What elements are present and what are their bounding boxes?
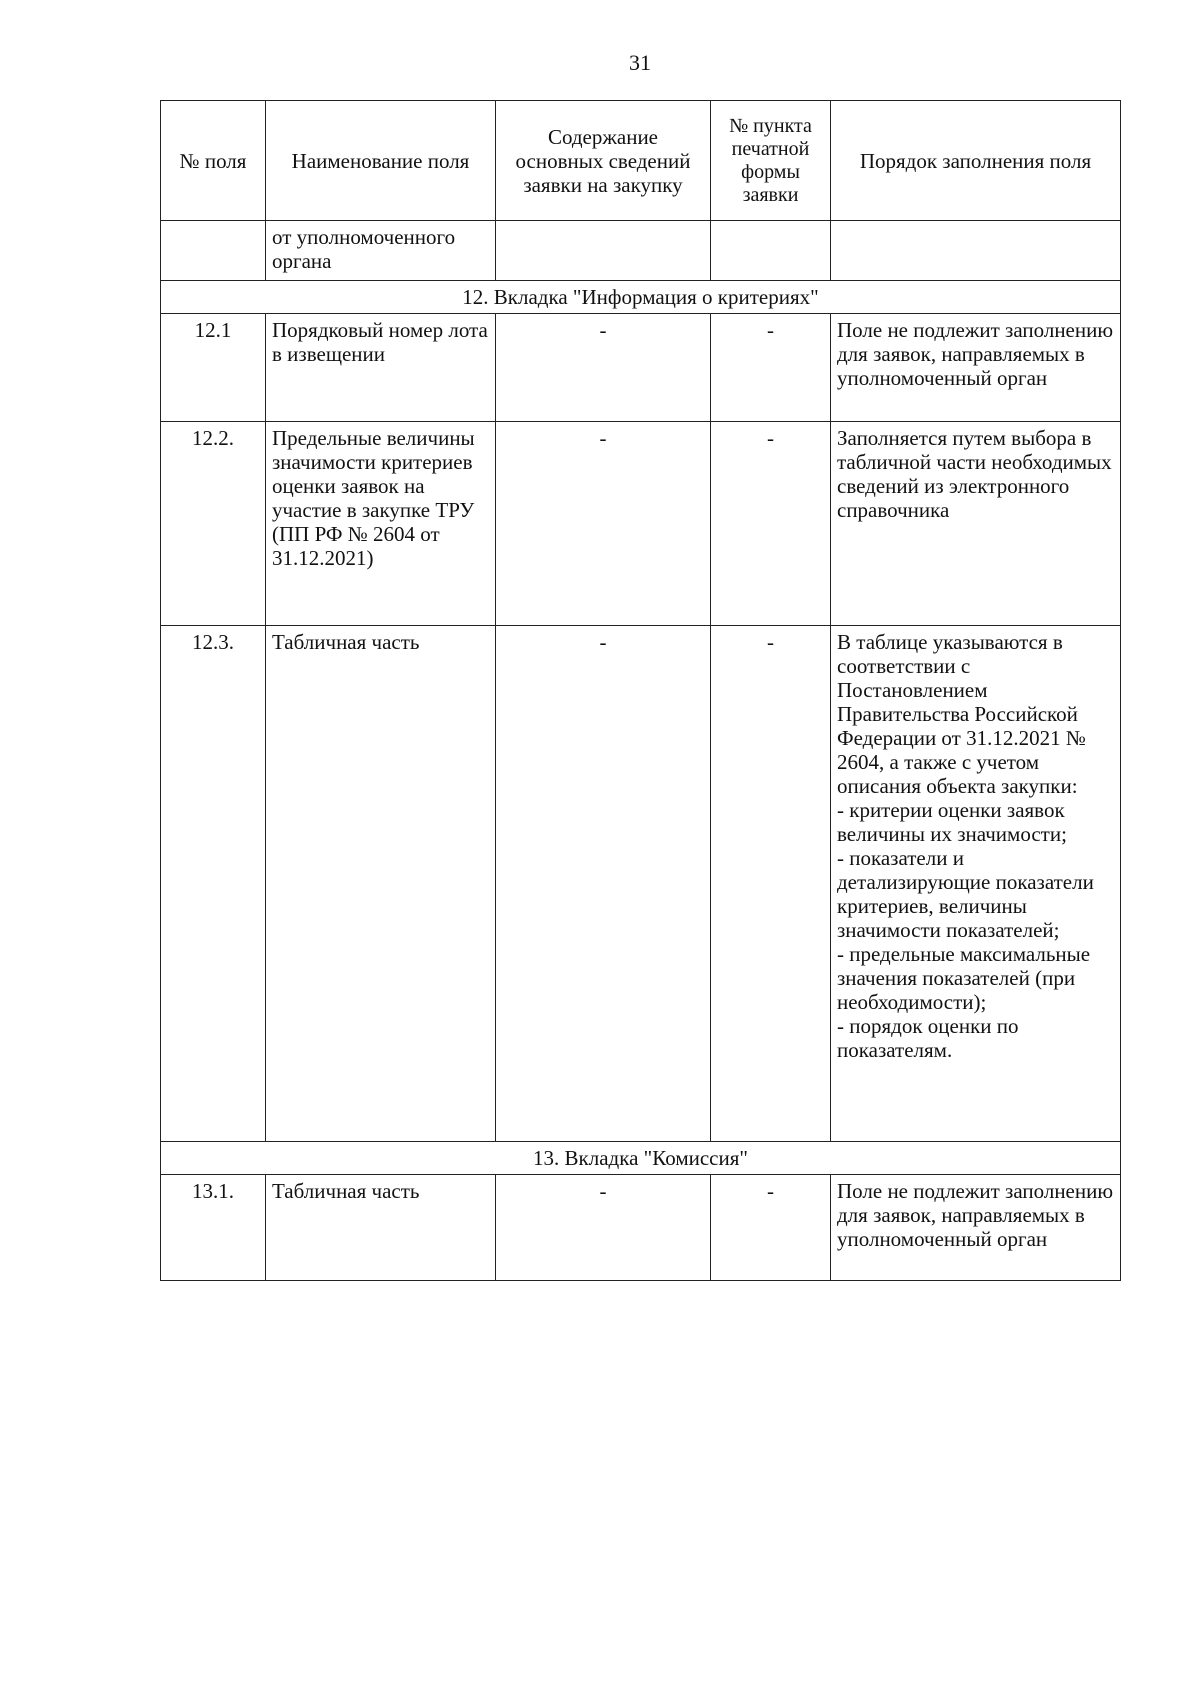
table-row <box>161 221 1121 281</box>
section-header-row <box>161 281 1121 314</box>
header-content: Содержание основных сведений заявки на закупку <box>496 101 711 221</box>
fill-order-intro: В таблице указываются в соответствии с Постановлением Правительства Российской Федерации от 31.12.2021 № 2604, а также с учетом описания объекта закупки: <box>837 630 1086 798</box>
field-content: - <box>496 422 711 626</box>
field-number: 12.1 <box>161 314 266 422</box>
header-print-item: № пункта печатной формы заявки <box>711 101 831 221</box>
section-title: 12. Вкладка "Информация о критериях" <box>161 281 1121 314</box>
field-name: Предельные величины значимости критериев оценки заявок на участие в закупке ТРУ (ПП РФ № 2604 от 31.12.2021) <box>266 422 496 626</box>
field-number: 12.3. <box>161 626 266 1142</box>
field-fill-order: Поле не подлежит заполнению для заявок, направляемых в уполномоченный орган <box>831 1175 1121 1281</box>
table-row <box>161 422 1121 626</box>
fill-order-item: - порядок оценки по показателям. <box>837 1014 1019 1062</box>
field-content: - <box>496 1175 711 1281</box>
fill-order-item: - показатели и детализирующие показатели критериев, величины значимости показателей; <box>837 846 1094 942</box>
field-fill-order <box>831 626 1121 1142</box>
header-field-number: № поля <box>161 101 266 221</box>
table-row <box>161 626 1121 1142</box>
table-header-row <box>161 101 1121 221</box>
field-print-item: - <box>711 314 831 422</box>
fill-order-item: - критерии оценки заявок величины их значимости; <box>837 798 1067 846</box>
field-print-item: - <box>711 422 831 626</box>
field-name: от уполномоченного органа <box>266 221 496 281</box>
section-title: 13. Вкладка "Комиссия" <box>161 1142 1121 1175</box>
fields-table <box>160 100 1121 1281</box>
header-fill-order: Порядок заполнения поля <box>831 101 1121 221</box>
section-header-row <box>161 1142 1121 1175</box>
field-name: Порядковый номер лота в извещении <box>266 314 496 422</box>
table-row <box>161 1175 1121 1281</box>
field-name: Табличная часть <box>266 626 496 1142</box>
fill-order-item: - предельные максимальные значения показателей (при необходимости); <box>837 942 1091 1014</box>
field-number: 13.1. <box>161 1175 266 1281</box>
field-name: Табличная часть <box>266 1175 496 1281</box>
field-number: 12.2. <box>161 422 266 626</box>
table-row <box>161 314 1121 422</box>
page-number: 31 <box>629 50 651 75</box>
field-content: - <box>496 314 711 422</box>
header-field-name: Наименование поля <box>266 101 496 221</box>
field-content: - <box>496 626 711 1142</box>
field-fill-order: Поле не подлежит заполнению для заявок, направляемых в уполномоченный орган <box>831 314 1121 422</box>
field-print-item: - <box>711 626 831 1142</box>
field-print-item: - <box>711 1175 831 1281</box>
field-fill-order: Заполняется путем выбора в табличной части необходимых сведений из электронного справочника <box>831 422 1121 626</box>
